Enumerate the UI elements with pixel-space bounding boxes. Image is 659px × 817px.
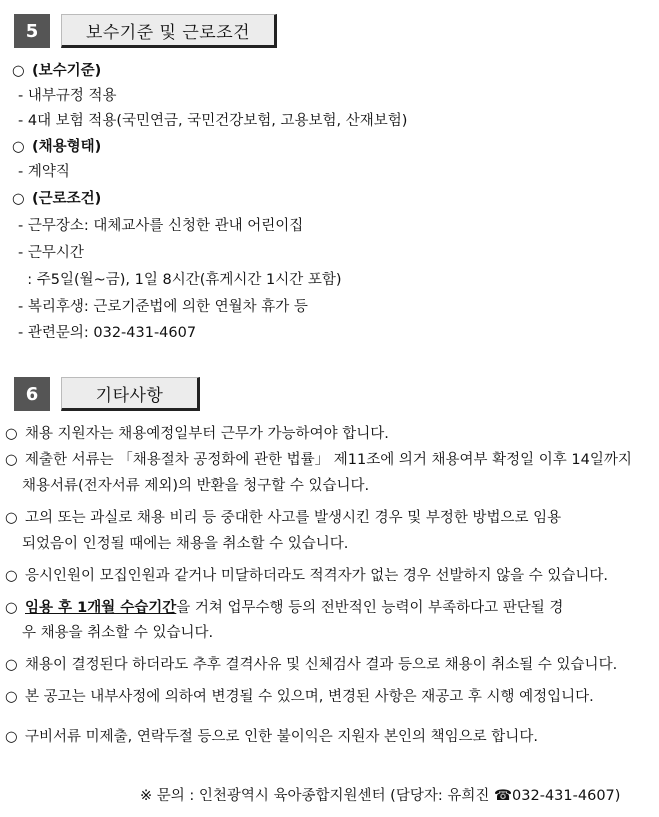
list-item: - 복리후생: 근로기준법에 의한 연월차 휴가 등 [18, 299, 308, 315]
list-item: - 관련문의: 032-431-4607 [18, 325, 197, 341]
list-item: ○ 채용이 결정된다 하더라도 추후 결격사유 및 신체검사 결과 등으로 채용이 취소될 수 있습니다. [5, 657, 618, 673]
section-title: 기타사항 [61, 377, 200, 411]
list-item-continuation: 채용서류(전자서류 제외)의 반환을 청구할 수 있습니다. [22, 478, 370, 494]
list-item: - 근무시간 [18, 245, 84, 261]
list-item: - 내부규정 적용 [18, 88, 117, 104]
list-item: - 계약직 [18, 164, 70, 180]
list-item: - 근무장소: 대체교사를 신청한 관내 어린이집 [18, 218, 304, 234]
list-item: ○ 고의 또는 과실로 채용 비리 등 중대한 사고를 발생시킨 경우 및 부정한 방법으로 임용 [5, 510, 562, 526]
section-number: 5 [14, 14, 50, 48]
probation-emphasis: 임용 후 1개월 수습기간 [25, 600, 177, 616]
section-title: 보수기준 및 근로조건 [61, 14, 277, 48]
contact-footer: ※ 문의 : 인천광역시 육아종합지원센터 (담당자: 유희진 ☎032-431-4607) [140, 788, 621, 804]
section-number: 6 [14, 377, 50, 411]
list-item-continuation: 되었음이 인정될 때에는 채용을 취소할 수 있습니다. [22, 536, 349, 552]
list-item: ○ 응시인원이 모집인원과 같거나 미달하더라도 적격자가 없는 경우 선발하지 않을 수 있습니다. [5, 568, 608, 584]
list-item: - 4대 보험 적용(국민연금, 국민건강보험, 고용보험, 산재보험) [18, 113, 408, 129]
group-heading-conditions: ○ (근로조건) [12, 191, 102, 207]
list-item-continuation: 우 채용을 취소할 수 있습니다. [22, 625, 214, 641]
list-item: ○ 제출한 서류는 「채용절차 공정화에 관한 법률」 제11조에 의거 채용여부 확정일 이후 14일까지 [5, 452, 632, 468]
group-heading-pay: ○ (보수기준) [12, 63, 102, 79]
list-item: ○ 구비서류 미제출, 연락두절 등으로 인한 불이익은 지원자 본인의 책임으로 합니다. [5, 729, 538, 745]
list-item: : 주5일(월~금), 1일 8시간(휴게시간 1시간 포함) [18, 272, 342, 288]
list-item: ○ 본 공고는 내부사정에 의하여 변경될 수 있으며, 변경된 사항은 재공고 후 시행 예정입니다. [5, 689, 594, 705]
list-item: ○ 채용 지원자는 채용예정일부터 근무가 가능하여야 합니다. [5, 426, 389, 442]
list-item: ○ 임용 후 1개월 수습기간을 거쳐 업무수행 등의 전반적인 능력이 부족하다고 판단될 경 [5, 600, 564, 616]
group-heading-employment: ○ (채용형태) [12, 139, 102, 155]
